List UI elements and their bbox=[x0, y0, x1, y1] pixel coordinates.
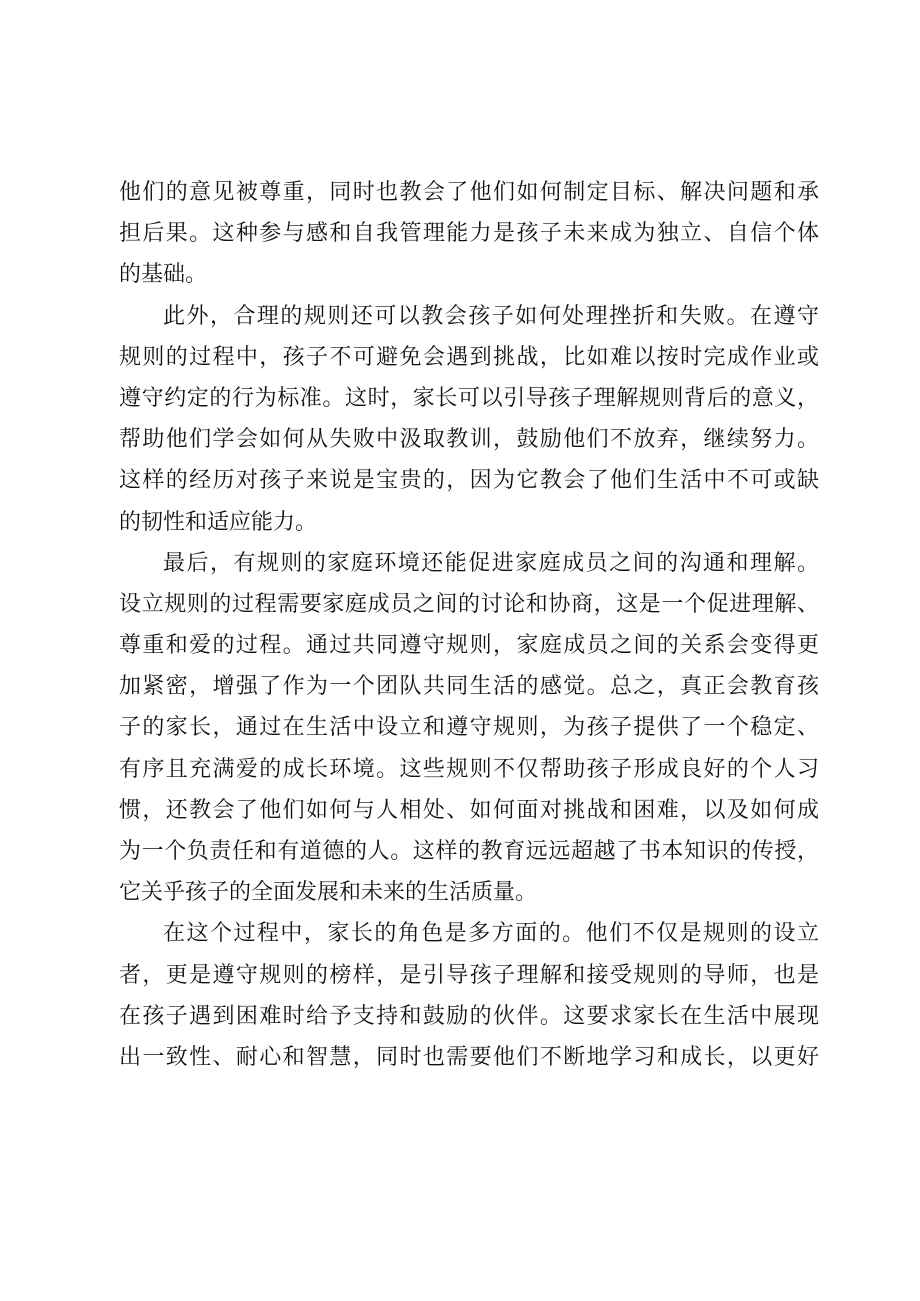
paragraph-1 bbox=[119, 172, 819, 296]
text-line: 担后果。这种参与感和自我管理能力是孩子未来成为独立、自信个体 bbox=[119, 221, 819, 247]
text-line: 尊重和爱的过程。通过共同遵守规则，家庭成员之间的关系会变得更 bbox=[119, 633, 819, 659]
text-line: 这样的经历对孩子来说是宝贵的，因为它教会了他们生活中不可或缺 bbox=[119, 468, 819, 494]
text-line: 在孩子遇到困难时给予支持和鼓励的伙伴。这要求家长在生活中展现 bbox=[119, 1003, 819, 1029]
text-line: 惯，还教会了他们如何与人相处、如何面对挑战和困难，以及如何成 bbox=[119, 797, 819, 823]
text-line: 有序且充满爱的成长环境。这些规则不仅帮助孩子形成良好的个人习 bbox=[119, 756, 819, 782]
text-line: 加紧密，增强了作为一个团队共同生活的感觉。总之，真正会教育孩 bbox=[119, 674, 819, 700]
text-line: 帮助他们学会如何从失败中汲取教训，鼓励他们不放弃，继续努力。 bbox=[119, 427, 819, 453]
text-line: 子的家长，通过在生活中设立和遵守规则，为孩子提供了一个稳定、 bbox=[119, 715, 819, 741]
text-line: 者，更是遵守规则的榜样，是引导孩子理解和接受规则的导师，也是 bbox=[119, 962, 819, 988]
text-line: 的韧性和适应能力。 bbox=[119, 509, 318, 535]
text-line: 在这个过程中，家长的角色是多方面的。他们不仅是规则的设立 bbox=[163, 921, 819, 947]
paragraph-4 bbox=[119, 913, 819, 1078]
paragraph-3 bbox=[119, 543, 819, 914]
text-line: 为一个负责任和有道德的人。这样的教育远远超越了书本知识的传授， bbox=[119, 839, 819, 864]
document-body bbox=[119, 172, 819, 1078]
text-line: 最后，有规则的家庭环境还能促进家庭成员之间的沟通和理解。 bbox=[163, 550, 819, 576]
text-line: 它关乎孩子的全面发展和未来的生活质量。 bbox=[119, 880, 538, 906]
text-line: 出一致性、耐心和智慧，同时也需要他们不断地学习和成长，以更好 bbox=[119, 1044, 819, 1070]
paragraph-2 bbox=[119, 296, 819, 543]
text-line: 设立规则的过程需要家庭成员之间的讨论和协商，这是一个促进理解、 bbox=[119, 591, 819, 617]
text-line: 规则的过程中，孩子不可避免会遇到挑战，比如难以按时完成作业或 bbox=[119, 344, 819, 370]
text-line: 的基础。 bbox=[119, 262, 208, 288]
text-line: 此外，合理的规则还可以教会孩子如何处理挫折和失败。在遵守 bbox=[163, 303, 819, 329]
text-line: 遵守约定的行为标准。这时，家长可以引导孩子理解规则背后的意义， bbox=[119, 385, 819, 411]
text-line: 他们的意见被尊重，同时也教会了他们如何制定目标、解决问题和承 bbox=[119, 180, 819, 205]
